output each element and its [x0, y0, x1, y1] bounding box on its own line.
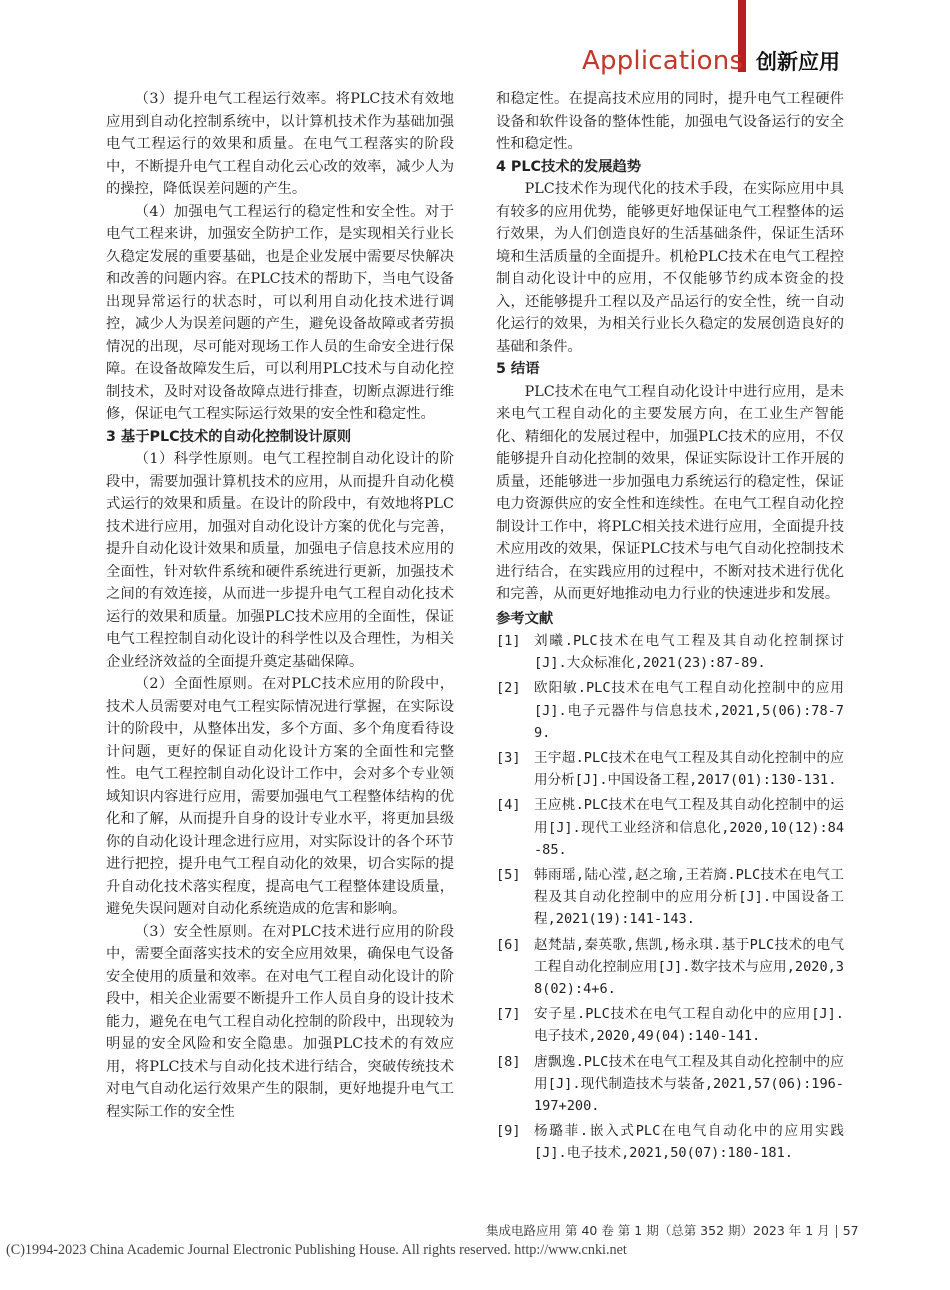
paragraph: PLC技术作为现代化的技术手段，在实际应用中具有较多的应用优势，能够更好地保证电气工程整体的运行效果，为人们创造良好的生活基础条件，保证生活环境和生活质量的全面提升。机枪PLC技术在电气工程控制自动化设计中的应用，不仅能够节约成本资金的投入，还能够提升工程以及产品运行的安全性，统一自动化运行的效果，为相关行业长久稳定的发展创造良好的基础和条件。 [496, 181, 844, 355]
reference-number: [2] [496, 680, 521, 697]
reference-number: [5] [496, 867, 521, 884]
section-label-cn: 创新应用 [756, 50, 840, 74]
paragraph-continued: 和稳定性。在提高技术应用的同时，提升电气工程硬件设备和软件设备的整体性能，加强电气设备运行的安全性和稳定性。 [496, 91, 844, 152]
reference-item [496, 1051, 844, 1118]
reference-item [496, 1120, 844, 1164]
paragraph: （1）科学性原则。电气工程控制自动化设计的阶段中，需要加强计算机技术的应用，从而提升自动化模式运行的效果和质量。在设计的阶段中，有效地将PLC技术进行应用，加强对自动化设计方案的优化与完善，提升自动化设计效果和质量，加强电子信息技术应用的全面性，针对软件系统和硬件系统进行更新，加强技术之间的有效连接，从而进一步提升电气工程自动化技术运行的效果和质量。加强PLC技术应用的全面性，保证电气工程控制自动化设计的科学性以及合理性，为相关企业经济效益的全面提升奠定基础保障。 [106, 451, 454, 670]
reference-item [496, 794, 844, 861]
reference-number: [6] [496, 936, 521, 953]
reference-number: [4] [496, 797, 521, 814]
section-heading: 5 结语 [496, 361, 540, 377]
reference-list [496, 630, 844, 1165]
reference-number: [8] [496, 1053, 521, 1070]
reference-text: 安子星.PLC技术在电气工程自动化中的应用[J].电子技术,2020,49(04):140-141. [534, 1006, 844, 1045]
reference-number: [9] [496, 1123, 521, 1140]
reference-item [496, 864, 844, 931]
reference-text: 杨璐菲.嵌入式PLC在电气自动化中的应用实践[J].电子技术,2021,50(07):180-181. [534, 1123, 844, 1162]
reference-item [496, 1003, 844, 1047]
references-title: 参考文献 [496, 610, 554, 627]
paragraph: PLC技术在电气工程自动化设计中进行应用，是未来电气工程自动化的主要发展方向，在工业生产智能化、精细化的发展过程中，加强PLC技术的应用，不仅能够提升自动化控制的效果，保证实际设计工作开展的质量，还能够进一步加强电力系统运行的稳定性，保证电力资源供应的安全性和连续性。在电气工程自动化控制设计工作中，将PLC相关技术进行应用，全面提升技术应用改的效果，保证PLC技术与电气自动化控制技术进行结合，在实践应用的过程中，不断对技术进行优化和完善，从而更好地推动电力行业的快速进步和发展。 [496, 383, 844, 602]
reference-number: [3] [496, 750, 521, 767]
paragraph: （2）全面性原则。在对PLC技术应用的阶段中，技术人员需要对电气工程实际情况进行掌握，在实际设计的阶段中，从整体出发，多个方面、多个角度看待设计问题，更好的保证自动化设计方案的全面性和完整性。电气工程控制自动化设计工作中，会对多个专业领域知识内容进行应用，需要加强电气工程整体结构的优化和了解，从而提升自身的设计专业水平，将更加县级你的自动化设计理念进行应用，对实际设计的各个环节进行把控，提升电气工程自动化的效果，切合实际的提升自动化技术落实程度，提高电气工程整体建设质量，避免失误问题对自动化系统造成的危害和影响。 [106, 676, 454, 917]
reference-item [496, 677, 844, 744]
reference-text: 欧阳敏.PLC技术在电气工程自动化控制中的应用[J].电子元器件与信息技术,2021,5(06):78-79. [534, 680, 844, 741]
section-heading: 3 基于PLC技术的自动化控制设计原则 [106, 428, 352, 445]
reference-text: 王应桃.PLC技术在电气工程及其自动化控制中的运用[J].现代工业经济和信息化,2020,10(12):84-85. [534, 797, 844, 858]
journal-info: 集成电路应用 第 40 卷 第 1 期（总第 352 期）2023 年 1 月 [486, 1223, 830, 1238]
reference-item [496, 747, 844, 791]
reference-text: 赵梵喆,秦英歌,焦凯,杨永琪.基于PLC技术的电气工程自动化控制应用[J].数字技术与应用,2020,38(02):4+6. [534, 936, 844, 998]
paragraph: （4）加强电气工程运行的稳定性和安全性。对于电气工程来讲，加强安全防护工作，是实现相关行业长久稳定发展的重要基础，也是企业发展中需要尽快解决和改善的问题内容。在PLC技术的帮助下，当电气设备出现异常运行的状态时，可以利用自动化技术进行调控，减少人为误差问题的产生，避免设备故障或者劳损情况的出现，尽可能对现场工作人员的生命安全进行保障。在设备故障发生后，可以利用PLC技术与自动化控制技术，及时对设备故障点进行排查，切断点源进行维修，保证电气工程实际运行效果的安全性和稳定性。 [106, 203, 454, 422]
reference-text: 唐飘逸.PLC技术在电气工程及其自动化控制中的应用[J].现代制造技术与装备,2021,57(06):196-197+200. [534, 1053, 844, 1115]
reference-item [496, 934, 844, 1001]
section-heading: 4 PLC技术的发展趋势 [496, 158, 642, 175]
paragraph: （3）安全性原则。在对PLC技术进行应用的阶段中，需要全面落实技术的安全应用效果，确保电气设备安全使用的质量和效率。在对电气工程自动化设计的阶段中，相关企业需要不断提升工作人员自身的设计技术能力，避免在电气工程自动化控制的阶段中，出现较为明显的安全风险和安全隐患。加强PLC技术的有效应用，将PLC技术与自动化技术进行结合，突破传统技术对电气自动化运行效果产生的限制，更好地提升电气工程实际工作的安全性 [106, 923, 454, 1120]
reference-text: 韩雨瑶,陆心滢,赵之瑜,王若旖.PLC技术在电气工程及其自动化控制中的应用分析[J].中国设备工程,2021(19):141-143. [534, 867, 844, 928]
copyright-notice: (C)1994-2023 China Academic Journal Electronic Publishing House. All rights reserved. http://www.cnki.net [6, 1242, 627, 1258]
footer-divider [836, 1225, 837, 1238]
page-number: 57 [842, 1223, 859, 1238]
left-column [106, 88, 454, 1123]
reference-number: [7] [496, 1006, 521, 1023]
section-label-en: Applications [582, 46, 744, 76]
reference-text: 刘曦.PLC技术在电气工程及其自动化控制探讨[J].大众标准化,2021(23):87-89. [534, 633, 844, 672]
right-column [496, 88, 844, 1168]
reference-number: [1] [496, 633, 521, 649]
paragraph: （3）提升电气工程运行效率。将PLC技术有效地应用到自动化控制系统中，以计算机技术作为基础加强电气工程运行的效果和质量。在电气工程落实的阶段中，不断提升电气工程自动化云心改的效率，减少人为的操控，降低误差问题的产生。 [106, 91, 454, 197]
reference-item [496, 630, 844, 674]
reference-text: 王宇超.PLC技术在电气工程及其自动化控制中的应用分析[J].中国设备工程,2017(01):130-131. [534, 750, 844, 789]
page-footer [486, 1221, 859, 1239]
